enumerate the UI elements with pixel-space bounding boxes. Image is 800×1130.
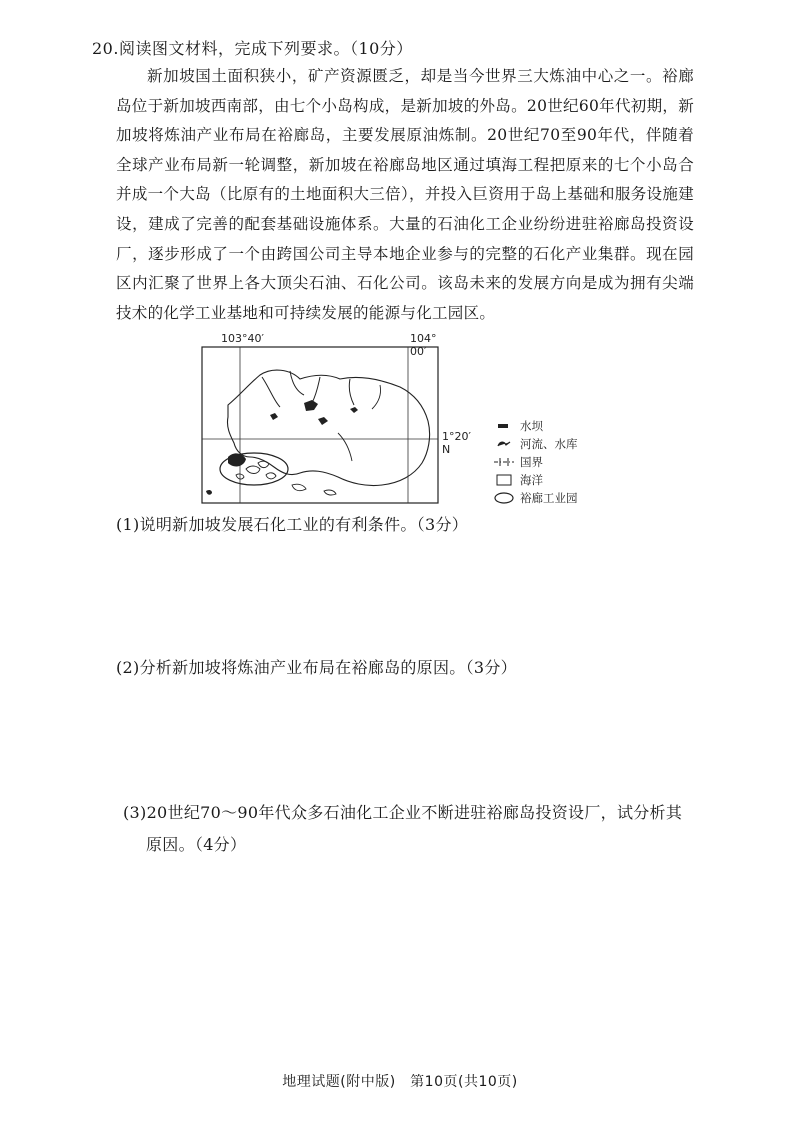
border-icon (492, 455, 516, 469)
map-drawing (200, 345, 440, 505)
longitude-label-right: 104° 00′ (410, 332, 437, 358)
legend-label: 海洋 (520, 473, 543, 487)
river-reservoir-icon (492, 437, 516, 451)
legend-item (492, 453, 578, 471)
legend-item (492, 435, 578, 453)
sub-question-1: (1)说明新加坡发展石化工业的有利条件。（3分） (116, 515, 469, 534)
longitude-label-left: 103°40′ (221, 332, 264, 345)
legend-item (492, 471, 578, 489)
legend-label: 国界 (520, 455, 543, 469)
legend-label: 河流、水库 (520, 437, 578, 451)
map-legend (492, 417, 578, 507)
legend-label: 裕廊工业园 (520, 491, 578, 505)
sub-question-3-line2: 原因。（4分） (146, 835, 247, 854)
sub-question-2: (2)分析新加坡将炼油产业布局在裕廊岛的原因。（3分） (116, 658, 517, 677)
question-title: 20.阅读图文材料，完成下列要求。（10分） (92, 39, 413, 58)
page-footer: 地理试题(附中版) 第10页(共10页) (282, 1074, 518, 1090)
dam-icon (492, 419, 516, 433)
sub-question-3 (123, 797, 703, 861)
legend-item (492, 417, 578, 435)
singapore-map (200, 332, 471, 503)
legend-label: 水坝 (520, 419, 543, 433)
reading-passage: 新加坡国土面积狭小，矿产资源匮乏，却是当今世界三大炼油中心之一。裕廊岛位于新加坡西南部，由七个小岛构成，是新加坡的外岛。20世纪60年代初期，新加坡将炼油产业布局在裕廊岛，主要发展原油炼制。20世纪70至90年代，伴随着全球产业布局新一轮调整，新加坡在裕廊岛地区通过填海工程把原来的七个小岛合并成一个大岛（比原有的土地面积大三倍），并投入巨资用于岛上基础和服务设施建设，建成了完善的配套基础设施体系。大量的石油化工企业纷纷进驻裕廊岛投资设厂，逐步形成了一个由跨国公司主导本地企业参与的完整的石化产业集群。现在园区内汇聚了世界上各大顶尖石油、石化公司。该岛未来的发展方向是成为拥有尖端技术的化学工业基地和可持续发展的能源与化工园区。 (116, 67, 694, 322)
legend-item (492, 489, 578, 507)
latitude-label: 1°20′ N (442, 430, 471, 456)
industrial-park-icon (492, 491, 516, 505)
sub-question-3-line1: (3)20世纪70～90年代众多石油化工企业不断进驻裕廊岛投资设厂，试分析其 (123, 803, 683, 822)
ocean-icon (492, 473, 516, 487)
